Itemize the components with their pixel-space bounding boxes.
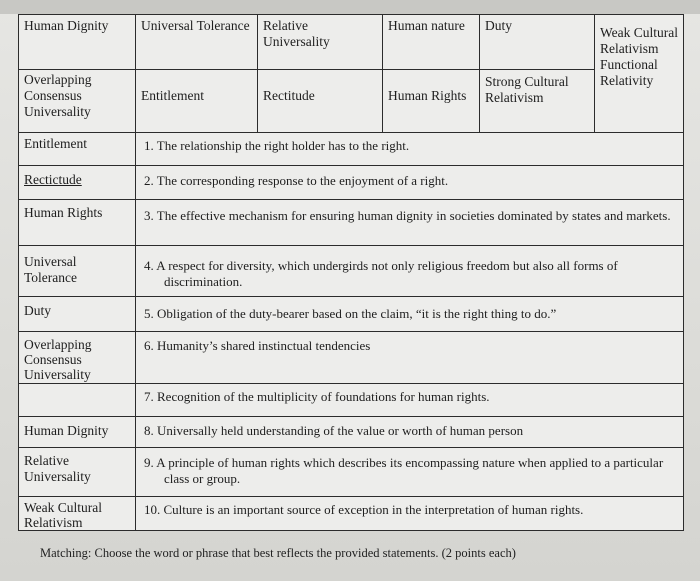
statement-2: 2. The corresponding response to the enjoyment of a right.: [135, 165, 684, 200]
statement-7: 7. Recognition of the multiplicity of foundations for human rights.: [135, 383, 684, 417]
bank-overlapping-consensus: Overlapping Consensus Universality: [18, 69, 136, 138]
statement-6: 6. Humanity’s shared instinctual tendencies: [135, 331, 684, 384]
bank-relative-universality: Relative Universality: [257, 14, 383, 70]
statement-9: 9. A principle of human rights which describes its encompassing nature when applied to a particular class or group.: [135, 447, 684, 497]
bank-functional-relativity: Functional Relativity: [600, 57, 658, 88]
statement-3: 3. The effective mechanism for ensuring human dignity in societies dominated by states and markets.: [135, 199, 684, 246]
bank-human-dignity: Human Dignity: [18, 14, 136, 70]
bank-entitlement: Entitlement: [135, 69, 258, 138]
answer-10[interactable]: Weak Cultural Relativism: [18, 496, 136, 531]
statement-5: 5. Obligation of the duty-bearer based on the claim, “it is the right thing to do.”: [135, 296, 684, 332]
bank-human-rights: Human Rights: [382, 69, 480, 138]
bank-strong-cultural-relativism: Strong Cultural Relativism: [479, 69, 595, 138]
bank-rectitude: Rectitude: [257, 69, 383, 138]
instructions: Matching: Choose the word or phrase that best reflects the provided statements. (2 points each): [40, 546, 516, 560]
statement-8: 8. Universally held understanding of the value or worth of human person: [135, 416, 684, 448]
answer-6[interactable]: Overlapping Consensus Universality: [18, 331, 136, 384]
answer-1[interactable]: Entitlement: [18, 132, 136, 166]
bank-duty: Duty: [479, 14, 595, 70]
bank-weak-cultural-relativism: Weak Cultural Relativism: [600, 25, 679, 56]
answer-9[interactable]: Relative Universality: [18, 447, 136, 497]
answer-3[interactable]: Human Rights: [18, 199, 136, 246]
bank-human-nature: Human nature: [382, 14, 480, 70]
answer-2[interactable]: Rectictude: [18, 165, 136, 200]
answer-5[interactable]: Duty: [18, 296, 136, 332]
bank-universal-tolerance: Universal Tolerance: [135, 14, 258, 70]
top-edge: [0, 0, 700, 14]
statement-1: 1. The relationship the right holder has to the right.: [135, 132, 684, 166]
statement-10: 10. Culture is an important source of exception in the interpretation of human rights.: [135, 496, 684, 531]
answer-8[interactable]: Human Dignity: [18, 416, 136, 448]
bank-column-6: [594, 14, 684, 138]
statement-4: 4. A respect for diversity, which undergirds not only religious freedom but also all forms of discrimination.: [135, 245, 684, 297]
answer-7[interactable]: [18, 383, 136, 417]
answer-4[interactable]: Universal Tolerance: [18, 245, 136, 297]
